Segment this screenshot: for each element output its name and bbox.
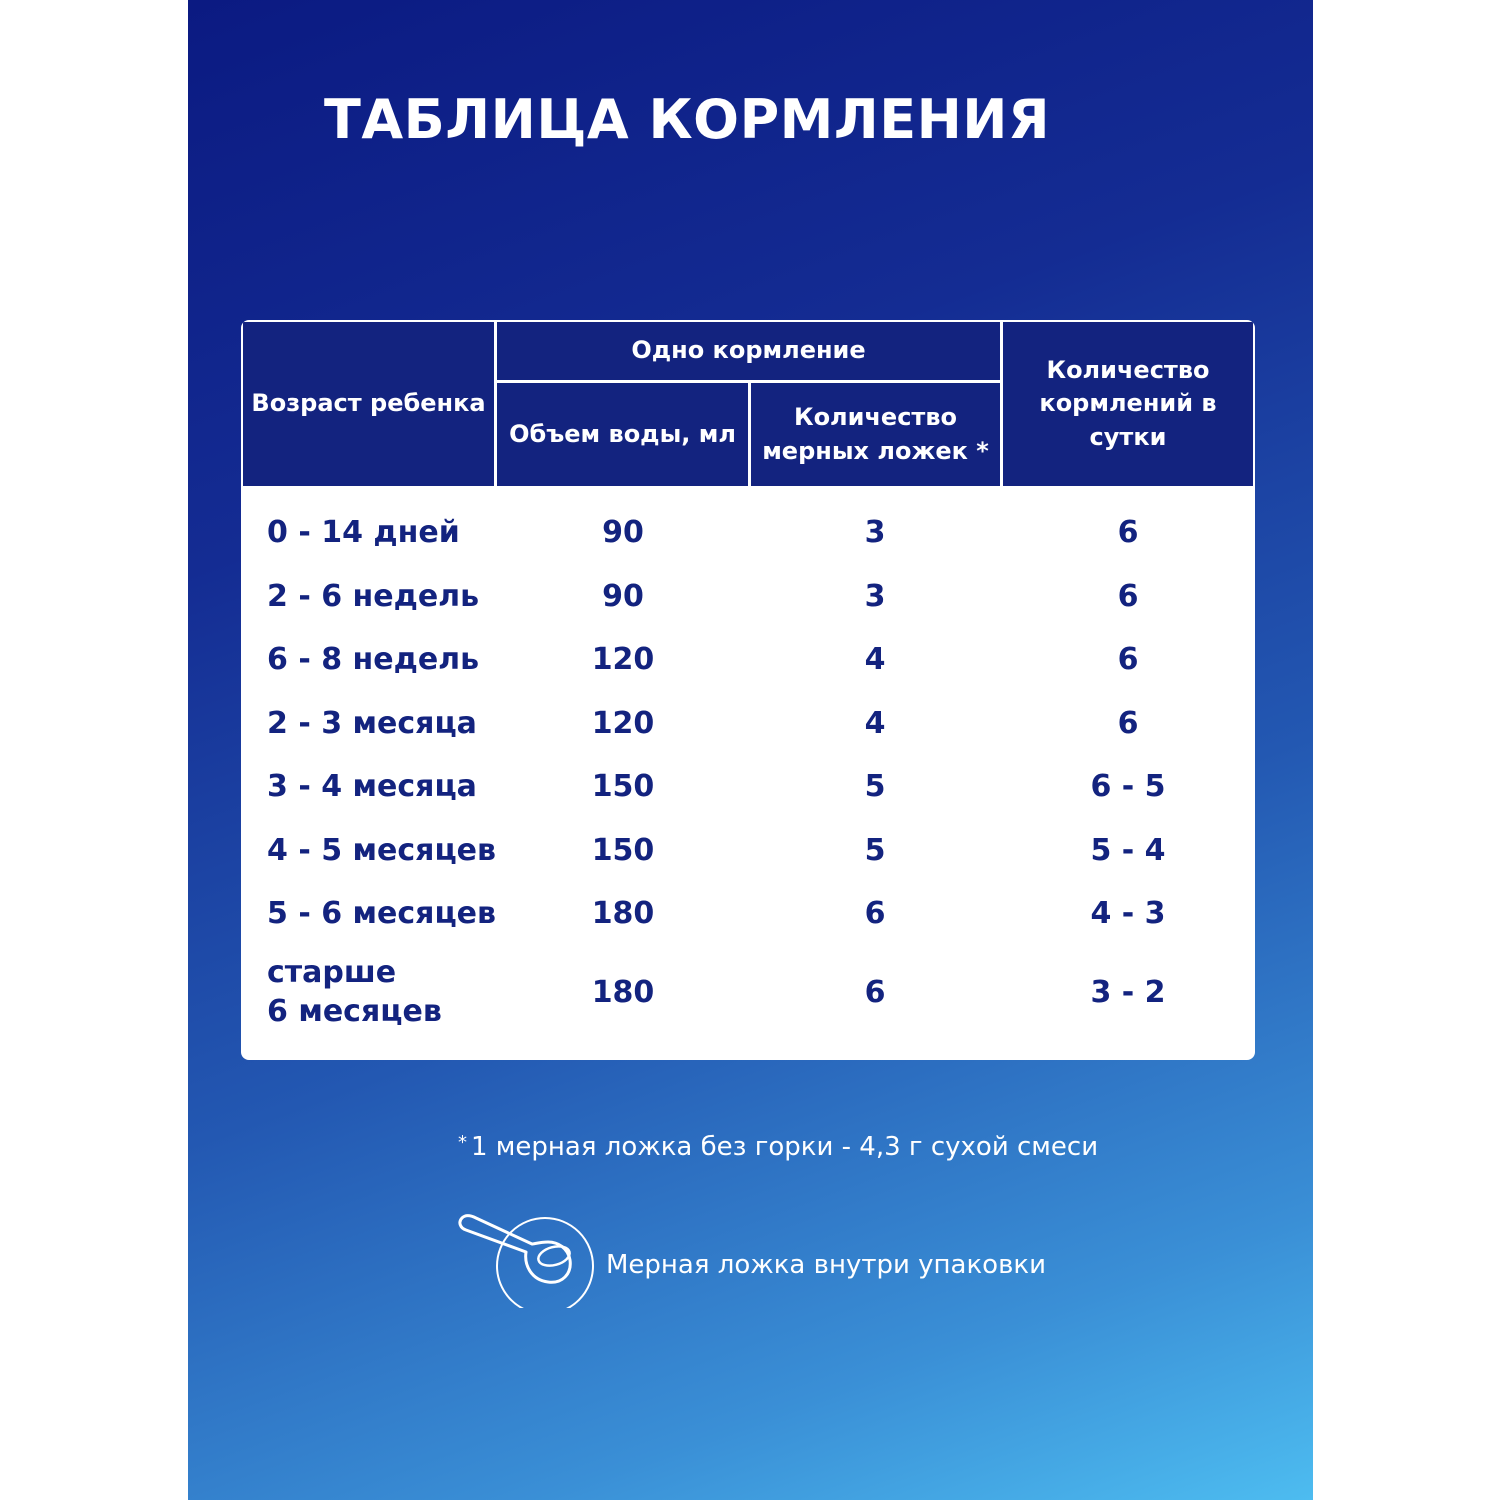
age-cell: 4 - 5 месяцев [267, 832, 497, 868]
table-row [241, 500, 1255, 564]
feeds-cell: 6 [1117, 578, 1139, 614]
feeds-cell: 4 - 3 [1090, 895, 1166, 931]
footnote-star: * [458, 1132, 467, 1153]
feeds-cell: 5 - 4 [1090, 832, 1166, 868]
header-spoons [751, 383, 1000, 486]
water-cell: 150 [591, 768, 655, 804]
table-row [241, 952, 1255, 1032]
age-cell: 3 - 4 месяца [267, 768, 477, 804]
spoons-cell: 5 [864, 832, 886, 868]
spoons-cell: 6 [864, 895, 886, 931]
water-cell: 90 [602, 514, 644, 550]
feeds-cell: 3 - 2 [1090, 974, 1166, 1010]
table-row [241, 818, 1255, 882]
table-header [241, 320, 1255, 486]
header-spoons-label: Количество мерных ложек * [762, 402, 989, 465]
age-cell: старше 6 месяцев [267, 955, 442, 1029]
age-cell: 0 - 14 дней [267, 514, 460, 550]
footnote [458, 1132, 1098, 1162]
spoons-cell: 3 [864, 514, 886, 550]
table-row [241, 564, 1255, 628]
water-cell: 120 [591, 705, 655, 741]
water-cell: 120 [591, 641, 655, 677]
water-cell: 180 [591, 895, 655, 931]
page-title: ТАБЛИЦА КОРМЛЕНИЯ [324, 88, 1051, 151]
measuring-spoon-icon [454, 1208, 604, 1308]
age-cell: 2 - 6 недель [267, 578, 480, 614]
feeding-table [241, 320, 1255, 1060]
spoons-cell: 3 [864, 578, 886, 614]
table-row [241, 627, 1255, 691]
age-cell: 6 - 8 недель [267, 641, 480, 677]
age-cell: 2 - 3 месяца [267, 705, 477, 741]
age-cell: 5 - 6 месяцев [267, 895, 497, 931]
header-feeds-per-day: Количество кормлений в сутки [1003, 322, 1253, 486]
feeds-cell: 6 - 5 [1090, 768, 1166, 804]
water-cell: 150 [591, 832, 655, 868]
table-row [241, 754, 1255, 818]
water-cell: 90 [602, 578, 644, 614]
table-row [241, 881, 1255, 945]
spoons-cell: 4 [864, 705, 886, 741]
feeds-cell: 6 [1117, 514, 1139, 550]
feeds-cell: 6 [1117, 641, 1139, 677]
header-one-feeding: Одно кормление [497, 322, 1000, 380]
spoon-note: Мерная ложка внутри упаковки [606, 1250, 1046, 1280]
feeds-cell: 6 [1117, 705, 1139, 741]
spoons-cell: 6 [864, 974, 886, 1010]
water-cell: 180 [591, 974, 655, 1010]
spoons-cell: 4 [864, 641, 886, 677]
header-age: Возраст ребенка [243, 322, 494, 486]
spoons-cell: 5 [864, 768, 886, 804]
footnote-text: 1 мерная ложка без горки - 4,3 г сухой смеси [471, 1132, 1099, 1162]
header-water-volume: Объем воды, мл [497, 383, 748, 486]
feeding-panel [188, 0, 1313, 1500]
table-row [241, 691, 1255, 755]
